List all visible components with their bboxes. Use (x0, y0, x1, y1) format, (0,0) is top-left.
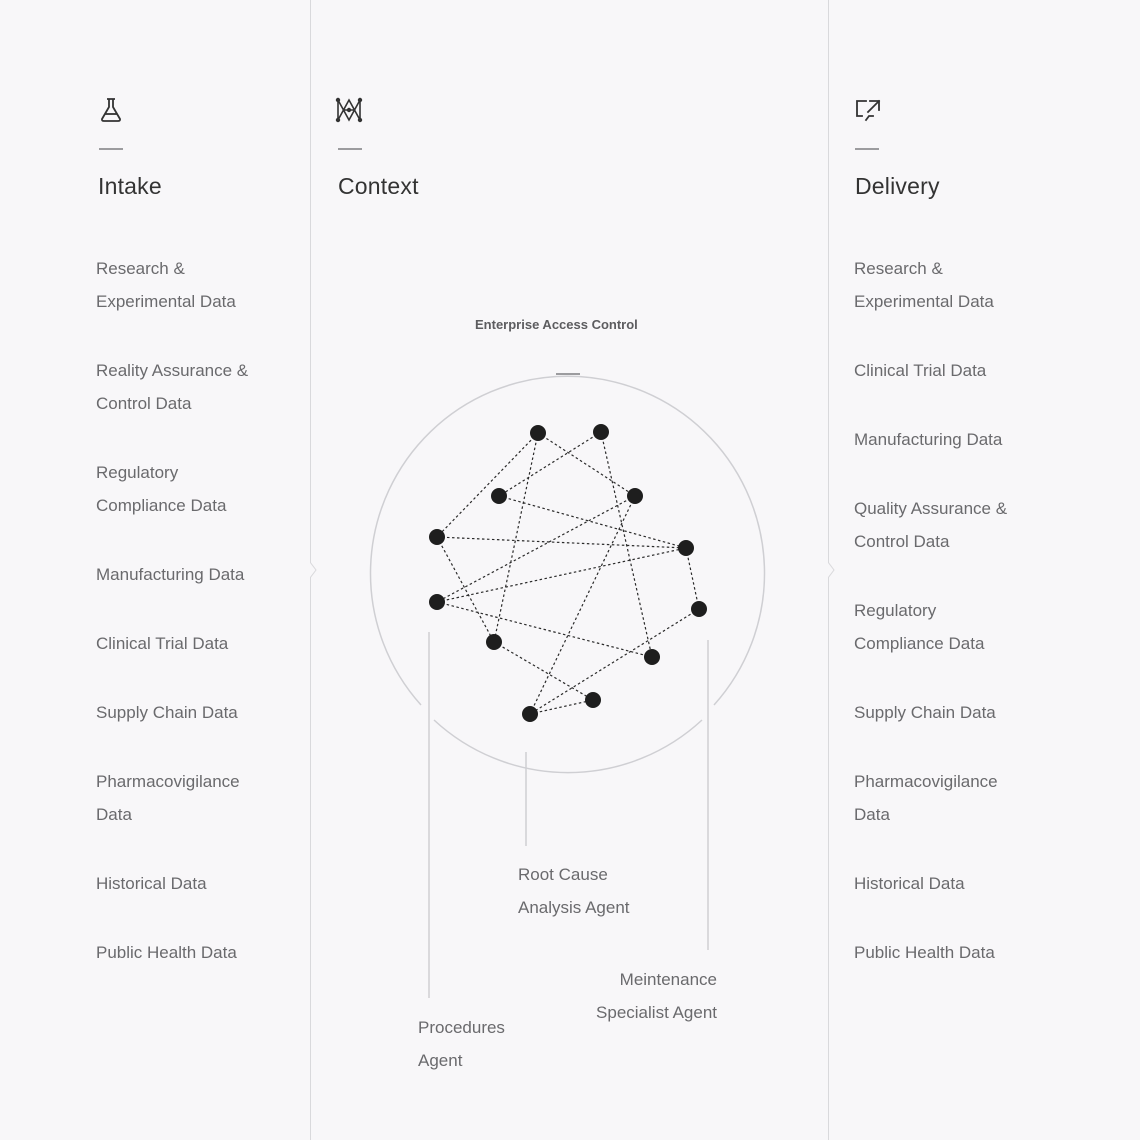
intake-item: Research & Experimental Data (96, 259, 236, 311)
maintenance-agent-label: Meintenance Specialist Agent (596, 970, 717, 1022)
delivery-title: Delivery (855, 173, 940, 199)
network-node (593, 424, 609, 440)
intake-item: Historical Data (96, 874, 207, 893)
network-node (522, 706, 538, 722)
context-title: Context (338, 173, 419, 199)
network-node (429, 529, 445, 545)
intake-item: Reality Assurance & Control Data (96, 361, 249, 413)
network-node (627, 488, 643, 504)
delivery-item: Manufacturing Data (854, 430, 1003, 449)
delivery-item: Clinical Trial Data (854, 361, 987, 380)
intake-item: Manufacturing Data (96, 565, 245, 584)
delivery-item: Historical Data (854, 874, 965, 893)
access-control-label: Enterprise Access Control (475, 317, 638, 332)
network-edge (538, 433, 635, 496)
network-node (644, 649, 660, 665)
network-edge (437, 602, 652, 657)
delivery-item: Public Health Data (854, 943, 995, 962)
network-node (678, 540, 694, 556)
network-node (491, 488, 507, 504)
network-node (429, 594, 445, 610)
delivery-item: Supply Chain Data (854, 703, 996, 722)
intake-item: Pharmacovigilance Data (96, 772, 240, 824)
network-edge (530, 700, 593, 714)
network-edge (494, 642, 593, 700)
network-edge (437, 537, 494, 642)
network-edge (499, 496, 686, 548)
delivery-item: Regulatory Compliance Data (854, 601, 985, 653)
intake-item: Public Health Data (96, 943, 237, 962)
external-link-icon (854, 96, 882, 124)
intake-item: Clinical Trial Data (96, 634, 229, 653)
intake-item: Supply Chain Data (96, 703, 238, 722)
network-edge (437, 433, 538, 537)
network-edge (437, 537, 686, 548)
delivery-item: Pharmacovigilance Data (854, 772, 998, 824)
intake-title: Intake (98, 173, 162, 199)
procedures-agent-label: Procedures Agent (418, 1018, 505, 1070)
network-node (530, 425, 546, 441)
network-edge (494, 433, 538, 642)
network-edge (437, 496, 635, 602)
intake-item: Regulatory Compliance Data (96, 463, 227, 515)
network-edge (686, 548, 699, 609)
delivery-item: Research & Experimental Data (854, 259, 994, 311)
network-edge (437, 548, 686, 602)
network-node (585, 692, 601, 708)
network-node (486, 634, 502, 650)
delivery-item: Quality Assurance & Control Data (854, 499, 1008, 551)
delivery-dash (855, 148, 879, 150)
root-cause-agent-label: Root Cause Analysis Agent (518, 865, 630, 917)
network-edge (530, 609, 699, 714)
network-node (691, 601, 707, 617)
